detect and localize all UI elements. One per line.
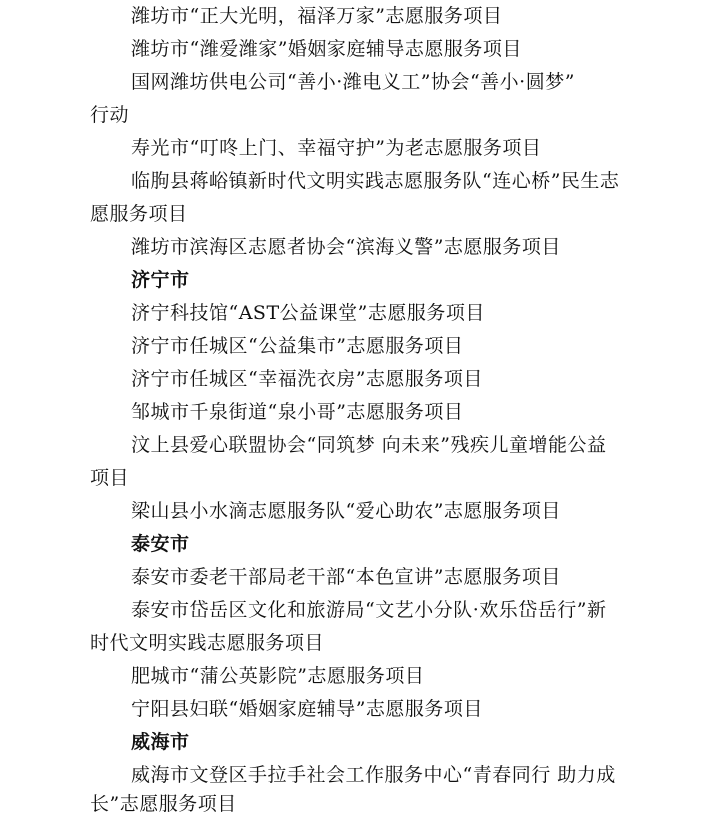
list-item: 泰安市委老干部局老干部“本色宣讲”志愿服务项目: [131, 566, 561, 588]
list-item: 临朐县蒋峪镇新时代文明实践志愿服务队“连心桥”民生志: [131, 170, 620, 192]
list-item: 寿光市“叮咚上门、幸福守护”为老志愿服务项目: [131, 137, 542, 159]
list-item: 项目: [90, 467, 130, 489]
list-item: 时代文明实践志愿服务项目: [90, 632, 325, 654]
list-item: 梁山县小水滴志愿服务队“爱心助农”志愿服务项目: [131, 500, 561, 522]
list-item: 宁阳县妇联“婚姻家庭辅导”志愿服务项目: [131, 698, 483, 720]
list-item: 行动: [90, 104, 130, 126]
list-item: 济宁市任城区“公益集市”志愿服务项目: [131, 335, 464, 357]
list-item: 长”志愿服务项目: [90, 793, 237, 815]
section-heading-taian: 泰安市: [131, 533, 190, 555]
list-item: 愿服务项目: [90, 203, 188, 225]
list-item: 潍坊市“正大光明，福泽万家”志愿服务项目: [131, 5, 503, 27]
section-heading-jining: 济宁市: [131, 269, 190, 291]
list-item: 潍坊市“潍爱潍家”婚姻家庭辅导志愿服务项目: [131, 38, 522, 60]
list-item: 威海市文登区手拉手社会工作服务中心“青春同行 助力成: [131, 764, 616, 786]
list-item: 济宁科技馆“AST公益课堂”志愿服务项目: [131, 302, 485, 324]
list-item: 泰安市岱岳区文化和旅游局“文艺小分队·欢乐岱岳行”新: [131, 599, 607, 621]
section-heading-weihai: 威海市: [131, 731, 190, 753]
list-item: 国网潍坊供电公司“善小·潍电义工”协会“善小·圆梦”: [131, 71, 575, 93]
list-item: 肥城市“蒲公英影院”志愿服务项目: [131, 665, 425, 687]
list-item: 汶上县爱心联盟协会“同筑梦 向未来”残疾儿童增能公益: [131, 434, 607, 456]
list-item: 邹城市千泉街道“泉小哥”志愿服务项目: [131, 401, 464, 423]
list-item: 潍坊市滨海区志愿者协会“滨海义警”志愿服务项目: [131, 236, 561, 258]
list-item: 济宁市任城区“幸福洗衣房”志愿服务项目: [131, 368, 483, 390]
